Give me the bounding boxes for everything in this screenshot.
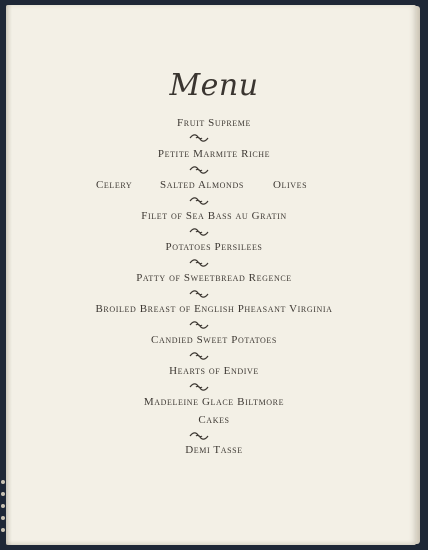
- menu-item-pheasant: Broiled Breast of English Pheasant Virginia: [95, 303, 333, 315]
- scroll-ornament-icon: [189, 259, 209, 267]
- menu-item-olives: Olives: [273, 179, 308, 191]
- menu-item-sea-bass: Filet of Sea Bass au Gratin: [141, 210, 287, 222]
- menu-item-celery: Celery: [96, 179, 133, 191]
- menu-item-cakes: Cakes: [198, 414, 230, 426]
- menu-item-endive: Hearts of Endive: [169, 365, 259, 377]
- scroll-ornament-icon: [189, 352, 209, 360]
- scroll-ornament-icon: [189, 197, 209, 205]
- scroll-ornament-icon: [189, 134, 209, 142]
- scroll-ornament-icon: [189, 432, 209, 440]
- menu-item-sweetbread: Patty of Sweetbread Regence: [136, 272, 292, 284]
- menu-item-almonds: Salted Almonds: [160, 179, 244, 191]
- menu-item-madeleine: Madeleine Glace Biltmore: [143, 396, 285, 408]
- scroll-ornament-icon: [189, 166, 209, 174]
- menu-item-demitasse: Demi Tasse: [185, 444, 243, 456]
- menu-item-fruit: Fruit Supreme: [177, 117, 251, 129]
- menu-title: Menu: [169, 68, 259, 103]
- menu-item-potatoes: Potatoes Persilees: [165, 241, 263, 253]
- scroll-ornament-icon: [189, 290, 209, 298]
- scroll-ornament-icon: [189, 228, 209, 236]
- scroll-ornament-icon: [189, 383, 209, 391]
- menu-item-sweet-potatoes: Candied Sweet Potatoes: [151, 334, 277, 346]
- menu-item-marmite: Petite Marmite Riche: [157, 148, 271, 160]
- scroll-ornament-icon: [189, 321, 209, 329]
